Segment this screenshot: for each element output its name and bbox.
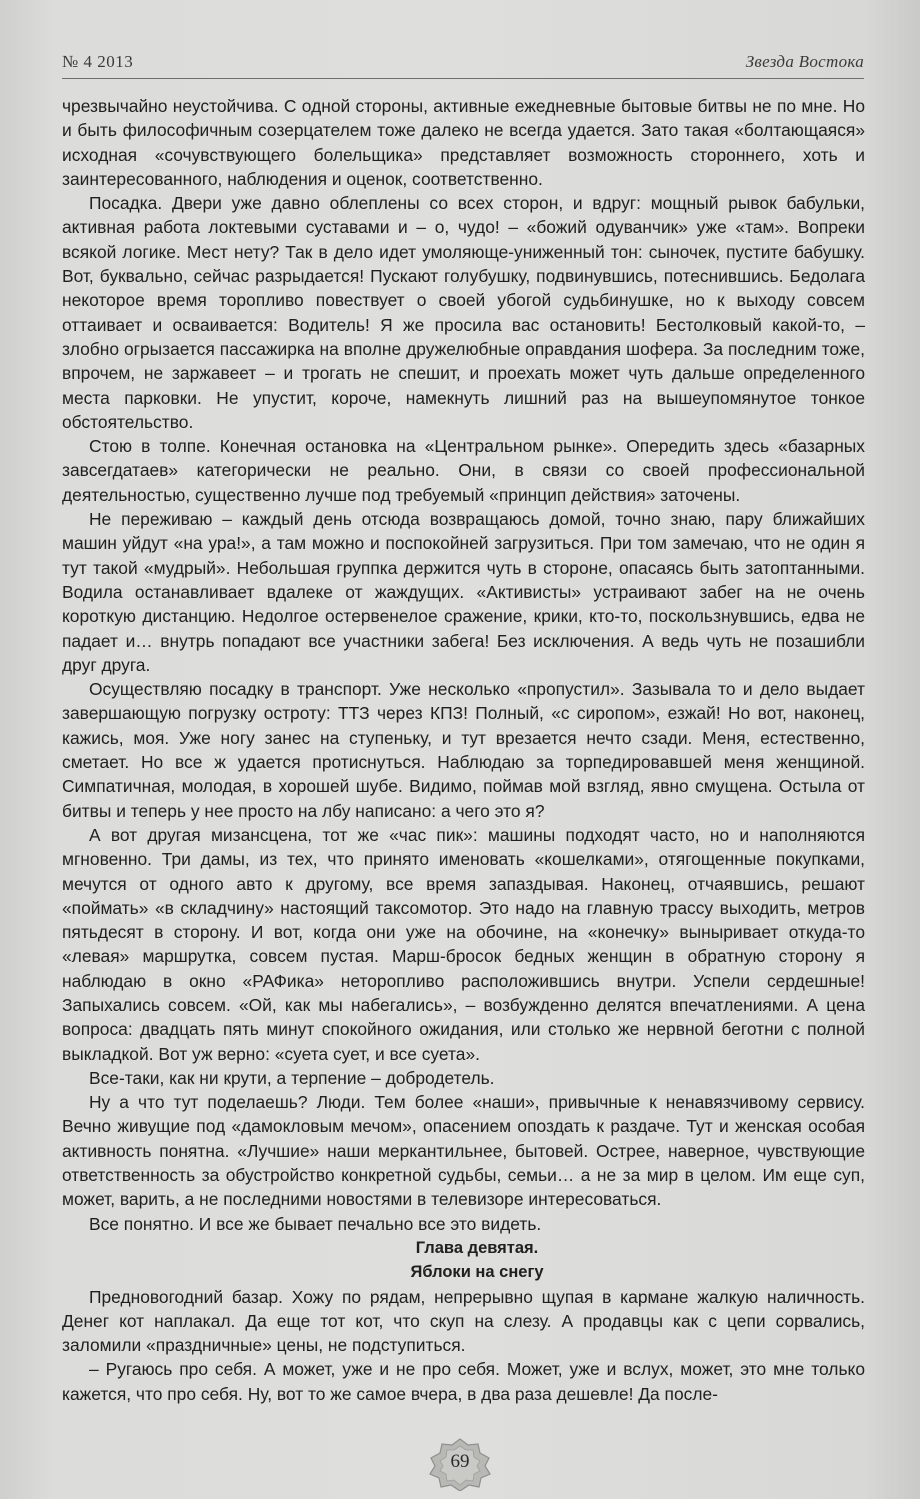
chapter-title: Яблоки на снегу — [410, 1263, 544, 1282]
paragraph: Все-таки, как ни крути, а терпение – добродетель. — [89, 1067, 495, 1088]
paragraph: Посадка. Двери уже давно облеплены со всех сторон, и вдруг: мощный рывок бабульки, активная работа локтевыми суставами и – о, чудо! – «божий одуванчик» уже «там». Вопреки всякой логике. Мест нету? Так в дело идет умоляюще-униженный тон: сыночек, пустите бабушку. Вот, буквально, сейчас разрыдается! Пускают голубушку, подвинувшись, потеснившись. Бедолага некоторое время торопливо повествует о своей убогой судьбинушке, но к выходу совсем оттаивает и осваивается: Водитель! Я же просила вас остановить! Бестолковый какой-то, – злобно огрызается пассажирка на вполне дружелюбные оправдания шофера. За последним тоже, впрочем, не заржавеет – и трогать не спешит, и проехать может чуть дальше определенного места парковки. Не упустит, короче, намекнуть лишний раз на вышеупомянутое тонкое обстоятельство. — [62, 193, 865, 432]
paragraph: – Ругаюсь про себя. А может, уже и не про себя. Может, уже и вслух, может, это мне только кажется, что про себя. Ну, вот то же самое вчера, в два раза дешевле! Да после- — [62, 1359, 865, 1404]
page-number: 69 — [450, 1451, 470, 1472]
paragraph: Не переживаю – каждый день отсюда возвращаюсь домой, точно знаю, пару ближайших машин уйдут «на ура!», а там можно и поспокойней загрузиться. При том замечаю, что не один я тут такой «мудрый». Небольшая группка держится чуть в стороне, опасаясь быть затоптанными. Водила останавливает вдалеке от жаждущих. «Активисты» устраивают забег на не очень короткую дистанцию. Недолгое остервенелое сражение, крики, кто-то, поскользнувшись, едва не падает и… внутрь попадают все участники забега! Без исключения. А ведь чуть не позашибли друг друга. — [62, 509, 865, 675]
paragraph: Все понятно. И все же бывает печально все это видеть. — [89, 1213, 542, 1234]
page-number-ornament — [427, 1437, 493, 1491]
paragraph: Осуществляю посадку в транспорт. Уже несколько «пропустил». Зазывала то и дело выдает завершающую погрузку остроту: ТТЗ через КПЗ! Полный, «с сиропом», езжай! Но вот, наконец, кажись, моя. Уже ногу занес на ступеньку, и тут врезается нечто сзади. Меня, естественно, сметает. Но все ж удается протиснуться. Наблюдаю за торпедировавшей меня женщиной. Симпатичная, молодая, в хорошей шубе. Видимо, поймав мой взгляд, явно смущена. Остыла от битвы и теперь у нее просто на лбу написано: а чего это я? — [62, 679, 865, 821]
paragraph: чрезвычайно неустойчива. С одной стороны, активные ежедневные бытовые битвы не по мне. Но и быть философичным созерцателем тоже далеко не всегда удается. Зато такая «болтающаяся» исходная «сочувствующего болельщика» представляет возможность стороннего, хоть и заинтересованного, наблюдения и оценок, соответственно. — [62, 96, 865, 189]
journal-title: Звезда Востока — [745, 52, 864, 71]
paragraph: Ну а что тут поделаешь? Люди. Тем более «наши», привычные к ненавязчивому сервису. Вечно живущие под «дамокловым мечом», опасением опоздать к раздаче. Тут и женская особая активность понятна. «Лучшие» наши меркантильнее, бытовей. Острее, наверное, чувствующие ответственность за обустройство конкретной судьбы, семьи… а не за мир в целом. Им еще суп, может, варить, а не последними новостями в телевизоре интересоваться. — [62, 1092, 865, 1210]
paragraph: А вот другая мизансцена, тот же «час пик»: машины подходят часто, но и наполняются мгновенно. Три дамы, из тех, что принято именовать «кошелками», отягощенные покупками, мечутся от одного авто к другому, все время запаздывая. Наконец, отчаявшись, решают «поймать» «в складчину» настоящий таксомотор. Это надо на главную трассу выходить, метров пятьдесят в сторону. И вот, когда они уже на обочине, на «конечку» выныривает откуда-то «левая» маршрутка, совсем пустая. Марш-бросок бедных женщин в обратную сторону я наблюдаю в окно «РАФика» неторопливо расположившись внутри. Успели сердешные! Запыхались совсем. «Ой, как мы набегались», – возбужденно делятся впечатлениями. А цена вопроса: двадцать пять минут спокойного ожидания, или столько же нервной беготни с полной выкладкой. Вот уж верно: «суета сует, и все суета». — [62, 824, 865, 1064]
issue-label: № 4 2013 — [62, 52, 134, 71]
header-rule — [62, 78, 864, 79]
chapter-number: Глава девятая. — [415, 1238, 539, 1257]
paragraph: Стою в толпе. Конечная остановка на «Центральном рынке». Опередить здесь «базарных завсегдатаев» категорически не реально. Они, в связи со своей профессиональной деятельностью, существенно лучше под требуемый «принцип действия» заточены. — [62, 436, 865, 505]
body-text — [62, 94, 865, 1406]
paragraph: Предновогодний базар. Хожу по рядам, непрерывно щупая в кармане жалкую наличность. Денег кот наплакал. Да еще тот кот, что скуп на слезу. А продавцы как с цепи сорвались, заломили «праздничные» цены, не подступиться. — [62, 1286, 865, 1356]
running-header — [62, 52, 864, 76]
